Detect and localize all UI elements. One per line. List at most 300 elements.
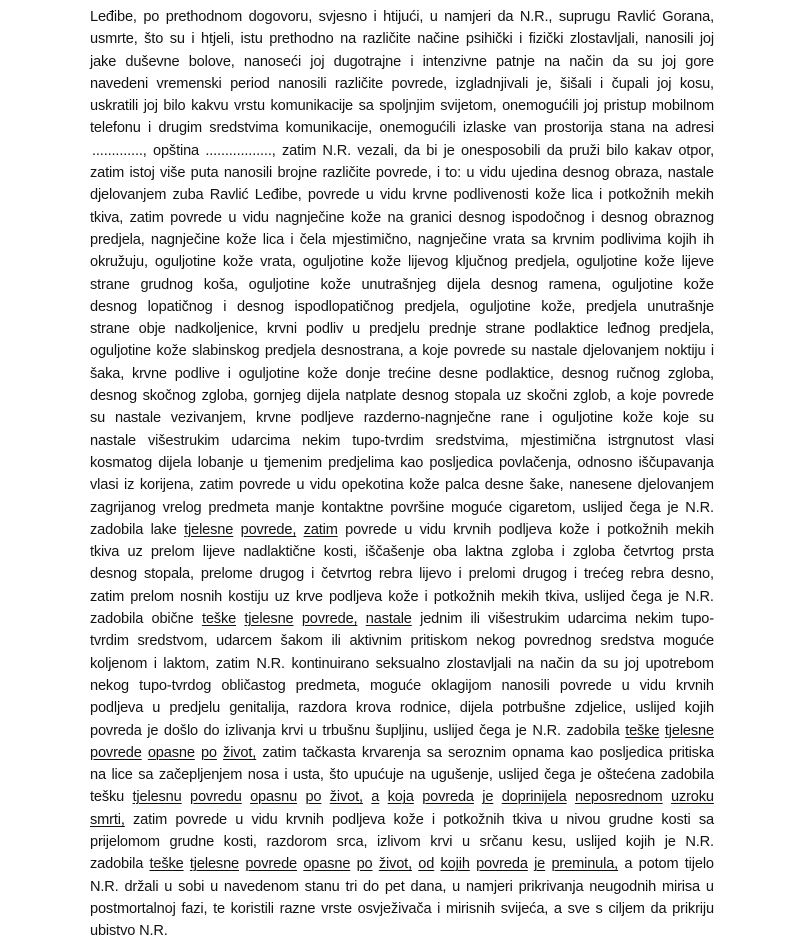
word: u bbox=[705, 878, 714, 895]
word: pritiska bbox=[668, 744, 714, 761]
word: sredstvom, bbox=[137, 633, 208, 650]
word: četvrtog bbox=[321, 566, 372, 583]
word: pritiskom bbox=[410, 633, 468, 650]
word: N.R. bbox=[256, 655, 285, 672]
word: Leđibe, bbox=[90, 9, 137, 25]
text-line bbox=[90, 407, 714, 429]
word: korijena, bbox=[139, 477, 194, 494]
word: oštećena bbox=[597, 767, 656, 784]
word: nanosili bbox=[501, 677, 550, 694]
word: i bbox=[519, 31, 523, 48]
word: granici bbox=[409, 209, 452, 226]
text-line bbox=[90, 608, 714, 630]
word: palca bbox=[445, 477, 480, 494]
text-line bbox=[90, 207, 714, 229]
word: Leđibe, bbox=[254, 187, 302, 204]
word: koljenom bbox=[90, 655, 148, 672]
underlined-word: tjelesne bbox=[184, 521, 234, 538]
text-line bbox=[90, 385, 714, 407]
word: višestrukim bbox=[488, 611, 560, 628]
word: s bbox=[595, 900, 603, 917]
word: a bbox=[616, 388, 625, 405]
word: šupljinu, bbox=[375, 722, 428, 739]
word: N.R. bbox=[139, 923, 168, 940]
word: kojih bbox=[625, 833, 656, 850]
text-line bbox=[90, 586, 714, 608]
word: N.R. bbox=[685, 499, 714, 516]
word: vlasi bbox=[685, 432, 714, 449]
word: zatim bbox=[281, 142, 317, 159]
word: tupo-tvrdim bbox=[352, 432, 424, 449]
word: namjeri bbox=[444, 9, 491, 25]
word: čega bbox=[629, 499, 661, 516]
word: prelome bbox=[200, 566, 253, 583]
word: lijevo bbox=[419, 566, 452, 583]
word: htijući, bbox=[383, 9, 424, 25]
word: do bbox=[203, 722, 220, 739]
word: u bbox=[461, 833, 470, 850]
word: vidu bbox=[639, 677, 666, 694]
text-line bbox=[90, 95, 714, 117]
word: iz bbox=[124, 477, 135, 494]
underlined-word: život, bbox=[329, 789, 363, 806]
word: i bbox=[153, 655, 157, 672]
word: Ravlić bbox=[209, 187, 249, 204]
word: svijeća, bbox=[500, 900, 549, 917]
text-line bbox=[90, 73, 714, 95]
word: oguljotine bbox=[576, 254, 638, 271]
word: bilo bbox=[606, 142, 629, 159]
word: dogovoru, bbox=[248, 9, 313, 25]
underlined-word: uzroku bbox=[670, 789, 714, 806]
word: kao bbox=[570, 744, 594, 761]
text-line bbox=[90, 541, 714, 563]
word: i bbox=[284, 767, 288, 784]
word: moguće bbox=[662, 633, 714, 650]
word: nagnječine bbox=[417, 231, 487, 248]
word: razdorom bbox=[266, 833, 327, 850]
word: krvne bbox=[412, 187, 448, 204]
word: nanosili bbox=[645, 31, 694, 48]
word: uslijed bbox=[584, 588, 625, 605]
word: nekog bbox=[90, 677, 130, 694]
text-line bbox=[90, 853, 714, 875]
word: uslijed bbox=[575, 833, 617, 850]
word: adresi bbox=[675, 120, 714, 137]
word: skočnog bbox=[142, 388, 196, 405]
word: izlivanja bbox=[225, 722, 276, 739]
word: zgloba bbox=[572, 544, 615, 561]
word: N.R. bbox=[322, 142, 352, 159]
word: vezivanjem, bbox=[170, 410, 247, 427]
word: čupali bbox=[611, 75, 649, 92]
word: na bbox=[90, 767, 106, 784]
word: u bbox=[365, 187, 374, 204]
text-line bbox=[90, 452, 714, 474]
word: vremenski bbox=[156, 75, 222, 92]
word: ručnog bbox=[616, 365, 661, 382]
word: desnog bbox=[90, 298, 137, 315]
underlined-word: po bbox=[356, 856, 373, 873]
word: psihički bbox=[465, 31, 513, 48]
word: lobanje bbox=[197, 454, 244, 471]
word: patnje bbox=[496, 53, 535, 70]
word: različite bbox=[362, 31, 411, 48]
word: razdora bbox=[298, 700, 347, 717]
underlined-word: tjelesne bbox=[244, 611, 294, 628]
word: na bbox=[387, 209, 404, 226]
word: ispodočnog bbox=[511, 209, 585, 226]
word: prijelomom bbox=[90, 833, 160, 850]
word: kože bbox=[156, 343, 187, 360]
word: otpor, bbox=[678, 142, 714, 159]
word: kože, bbox=[541, 298, 576, 315]
word: i bbox=[458, 566, 462, 583]
word: predjela, bbox=[659, 321, 714, 338]
word: opekotina bbox=[341, 477, 404, 494]
word: mekih bbox=[675, 187, 714, 204]
word: okružuju, bbox=[90, 254, 148, 271]
word: komunikacije, bbox=[285, 120, 373, 137]
word: povrede bbox=[239, 477, 291, 494]
word: trbušnu bbox=[322, 722, 370, 739]
word: podlaktice bbox=[534, 321, 599, 338]
word: oguljotine bbox=[154, 254, 216, 271]
word: postmortalnoj bbox=[90, 900, 176, 917]
word: posljedica bbox=[599, 744, 663, 761]
word: predjela, bbox=[514, 254, 570, 271]
word: zagrijanog bbox=[90, 499, 156, 516]
word: povlačenja, bbox=[498, 454, 572, 471]
word: podlaktice, bbox=[485, 365, 554, 382]
word: je bbox=[667, 499, 679, 516]
text-line bbox=[90, 809, 714, 831]
word: držali bbox=[124, 878, 159, 895]
text-line bbox=[90, 229, 714, 251]
word: stana bbox=[609, 120, 645, 137]
word: N.R. bbox=[90, 878, 119, 895]
word: je bbox=[664, 833, 676, 850]
word: bilo bbox=[163, 98, 186, 115]
word: krvnih bbox=[285, 811, 324, 828]
word: sredstva bbox=[600, 633, 655, 650]
word: vidu bbox=[242, 209, 269, 226]
word: obličastog bbox=[221, 677, 286, 694]
text-line bbox=[90, 920, 714, 942]
word: nadlaktične bbox=[243, 544, 316, 561]
word: šišali bbox=[560, 75, 592, 92]
word: neugodnih bbox=[589, 878, 657, 895]
word: povrede bbox=[559, 677, 612, 694]
text-line bbox=[90, 162, 714, 184]
word: oguljotine bbox=[248, 276, 310, 293]
word: kesu, bbox=[532, 833, 567, 850]
word: tačkasta bbox=[302, 744, 356, 761]
word: začepljenjem bbox=[158, 767, 243, 784]
word: na bbox=[340, 31, 357, 48]
word: svjesno bbox=[318, 9, 368, 25]
word: kože bbox=[622, 410, 654, 427]
text-line bbox=[90, 742, 714, 764]
word: rane bbox=[500, 410, 530, 427]
word: lijeve bbox=[202, 544, 236, 561]
word: i bbox=[431, 811, 436, 828]
underlined-word: po bbox=[305, 789, 322, 806]
word: desnostrana, bbox=[320, 343, 404, 360]
word: u bbox=[235, 811, 244, 828]
word: opnama bbox=[512, 744, 564, 761]
text-line bbox=[90, 117, 714, 139]
word: prednje bbox=[428, 321, 477, 338]
underlined-word: opasnu bbox=[250, 789, 298, 806]
word: i bbox=[227, 365, 231, 382]
word: joj bbox=[661, 53, 677, 70]
word: laktna bbox=[464, 544, 504, 561]
word: desnog bbox=[562, 165, 610, 182]
word: povrede, bbox=[375, 165, 432, 182]
word: šakom bbox=[280, 633, 323, 650]
word: kontaktne bbox=[321, 499, 384, 516]
word: po bbox=[143, 9, 160, 25]
word: te bbox=[213, 900, 225, 917]
word: podljeva bbox=[498, 521, 552, 538]
word: i bbox=[147, 120, 152, 137]
text-line bbox=[90, 430, 714, 452]
text-line bbox=[90, 28, 714, 50]
word: tijelo bbox=[684, 856, 714, 873]
word: i bbox=[598, 187, 603, 204]
word: nastale bbox=[114, 410, 161, 427]
word: nivou bbox=[566, 811, 601, 828]
word: sve bbox=[567, 900, 590, 917]
word: kože bbox=[388, 588, 419, 605]
word: predmeta bbox=[208, 499, 269, 516]
text-line bbox=[90, 184, 714, 206]
word: i bbox=[373, 9, 377, 25]
word: N.R. bbox=[532, 722, 561, 739]
word: u bbox=[249, 454, 258, 471]
word: način bbox=[540, 655, 575, 672]
text-line bbox=[90, 6, 714, 28]
text-line bbox=[90, 876, 714, 898]
word: u bbox=[308, 722, 317, 739]
word: prelomi bbox=[468, 566, 516, 583]
text-line bbox=[90, 51, 714, 73]
word: sredstvima, bbox=[435, 432, 509, 449]
word: zadobila bbox=[566, 722, 620, 739]
text-line bbox=[90, 697, 714, 719]
word: potkožnih bbox=[608, 187, 670, 204]
underlined-word: preminula, bbox=[551, 856, 619, 873]
word: podljeve bbox=[300, 410, 354, 427]
word: to: bbox=[445, 165, 462, 182]
word: da bbox=[650, 900, 667, 917]
word: povrede bbox=[170, 209, 222, 226]
word: došlo bbox=[163, 722, 198, 739]
word: drugog bbox=[259, 566, 305, 583]
word: nekim bbox=[302, 432, 341, 449]
word: uslijed bbox=[635, 700, 676, 717]
word: onesposobili bbox=[461, 142, 541, 159]
word: gornjeg bbox=[253, 388, 301, 405]
word: u bbox=[429, 9, 438, 25]
word: čega bbox=[544, 767, 576, 784]
word: nanesene bbox=[569, 477, 633, 494]
word: udarcima bbox=[567, 611, 627, 628]
word: kosu, bbox=[679, 75, 714, 92]
word: a bbox=[553, 900, 562, 917]
word: nekog bbox=[476, 633, 516, 650]
text-line bbox=[90, 474, 714, 496]
word: kakvu bbox=[191, 98, 229, 115]
word: i bbox=[191, 31, 195, 48]
word: kakav bbox=[634, 142, 673, 159]
word: nanosili bbox=[223, 165, 273, 182]
word: suprugu bbox=[558, 9, 611, 25]
word: navedeni bbox=[90, 75, 149, 92]
word: kosti, bbox=[223, 833, 257, 850]
underlined-word: povrede bbox=[90, 744, 142, 761]
word: povrede bbox=[345, 521, 397, 538]
word: jednim bbox=[420, 611, 463, 628]
word: rebra bbox=[378, 566, 413, 583]
word: zatim bbox=[132, 811, 168, 828]
word: oguljotine bbox=[90, 343, 151, 360]
word: tupo-tvrdog bbox=[139, 677, 212, 694]
word: mekih bbox=[675, 521, 714, 538]
word: krvne bbox=[255, 410, 291, 427]
word: N.R. bbox=[685, 588, 714, 605]
word: i bbox=[600, 75, 604, 92]
word: tešku bbox=[90, 789, 125, 806]
underlined-word: neposrednom bbox=[574, 789, 663, 806]
word: oguljotine bbox=[611, 276, 673, 293]
word: i bbox=[539, 410, 543, 427]
underlined-word: povreda bbox=[476, 856, 528, 873]
word: sa bbox=[138, 767, 154, 784]
word: aktivnim bbox=[349, 633, 402, 650]
word: predjela bbox=[585, 298, 637, 315]
word: potkožnih bbox=[433, 588, 495, 605]
word: da bbox=[404, 142, 420, 159]
word: opština bbox=[153, 142, 200, 159]
word: da bbox=[580, 655, 597, 672]
underlined-word: povredu bbox=[190, 789, 242, 806]
word: manje bbox=[275, 499, 315, 516]
word: dijela bbox=[306, 388, 340, 405]
underlined-word: koja bbox=[387, 789, 414, 806]
word: obične bbox=[151, 611, 194, 628]
word: obraznog bbox=[654, 209, 714, 226]
word: u bbox=[621, 677, 630, 694]
word: moguće bbox=[451, 499, 503, 516]
word: mirisnih bbox=[445, 900, 496, 917]
word: odnosno bbox=[577, 454, 633, 471]
word: nastale bbox=[531, 343, 578, 360]
text-line bbox=[90, 340, 714, 362]
word: rodnice, bbox=[399, 700, 451, 717]
word: joj bbox=[624, 655, 639, 672]
word: desnog bbox=[90, 388, 137, 405]
word: vezali, bbox=[357, 142, 398, 159]
word: ispodlopatičnog bbox=[294, 298, 394, 315]
word: je bbox=[147, 722, 159, 739]
word: desne bbox=[438, 365, 478, 382]
word: bolove, bbox=[188, 53, 235, 70]
word: da bbox=[497, 9, 514, 25]
word: istoj bbox=[129, 165, 155, 182]
word: grudne bbox=[169, 833, 215, 850]
word: potom bbox=[638, 856, 679, 873]
word: iščupavanja bbox=[638, 454, 714, 471]
word: bi bbox=[426, 142, 438, 159]
word: grudnog bbox=[140, 276, 193, 293]
word: srčanu bbox=[479, 833, 523, 850]
word: razderno-nagnječne bbox=[363, 410, 491, 427]
underlined-word: po bbox=[200, 744, 217, 761]
word: dijela bbox=[446, 276, 481, 293]
word: krvi bbox=[281, 722, 304, 739]
word: seroznim bbox=[448, 744, 507, 761]
word: različite bbox=[322, 165, 371, 182]
word: načine bbox=[417, 31, 460, 48]
word: četvrtog bbox=[623, 544, 674, 561]
word: dana, bbox=[410, 878, 447, 895]
word: dijela bbox=[158, 454, 192, 471]
word: desne bbox=[484, 477, 524, 494]
word: povreda bbox=[90, 722, 142, 739]
word: kože bbox=[222, 254, 254, 271]
word: sa bbox=[358, 98, 374, 115]
word: intenzivne bbox=[422, 53, 487, 70]
word: zglob, bbox=[573, 388, 612, 405]
word: vrelog bbox=[162, 499, 202, 516]
word: predjela, bbox=[90, 231, 145, 248]
text-line bbox=[90, 251, 714, 273]
word: tkiva, bbox=[545, 588, 579, 605]
word: prsta bbox=[682, 544, 714, 561]
word: svijetom, bbox=[440, 98, 497, 115]
word: razne bbox=[279, 900, 316, 917]
word: ciljem bbox=[608, 900, 645, 917]
word: vrata bbox=[493, 231, 525, 248]
word: kože bbox=[559, 521, 590, 538]
word: zlostavljali bbox=[446, 655, 512, 672]
word: ................., bbox=[205, 142, 276, 159]
word: oba bbox=[432, 544, 457, 561]
word: telefonu bbox=[90, 120, 141, 137]
word: trećine bbox=[388, 365, 432, 382]
word: ih bbox=[702, 231, 714, 248]
word: obraza, bbox=[614, 165, 663, 182]
word: i bbox=[561, 544, 565, 561]
underlined-word: tjelesnu bbox=[132, 789, 182, 806]
word: višestrukim bbox=[147, 432, 220, 449]
word: i bbox=[437, 900, 441, 917]
word: zuba bbox=[172, 187, 204, 204]
word: obje bbox=[138, 321, 166, 338]
text-line bbox=[90, 675, 714, 697]
word: pristup bbox=[603, 98, 647, 115]
word: izlivom bbox=[377, 833, 421, 850]
word: zatim bbox=[262, 744, 297, 761]
word: unutrašnjeg bbox=[361, 276, 437, 293]
word: htjeli, bbox=[200, 31, 235, 48]
word: Gorana, bbox=[662, 9, 714, 25]
word: šaka, bbox=[90, 365, 125, 382]
word: lijeve bbox=[681, 254, 714, 271]
word: predjela, bbox=[404, 298, 459, 315]
